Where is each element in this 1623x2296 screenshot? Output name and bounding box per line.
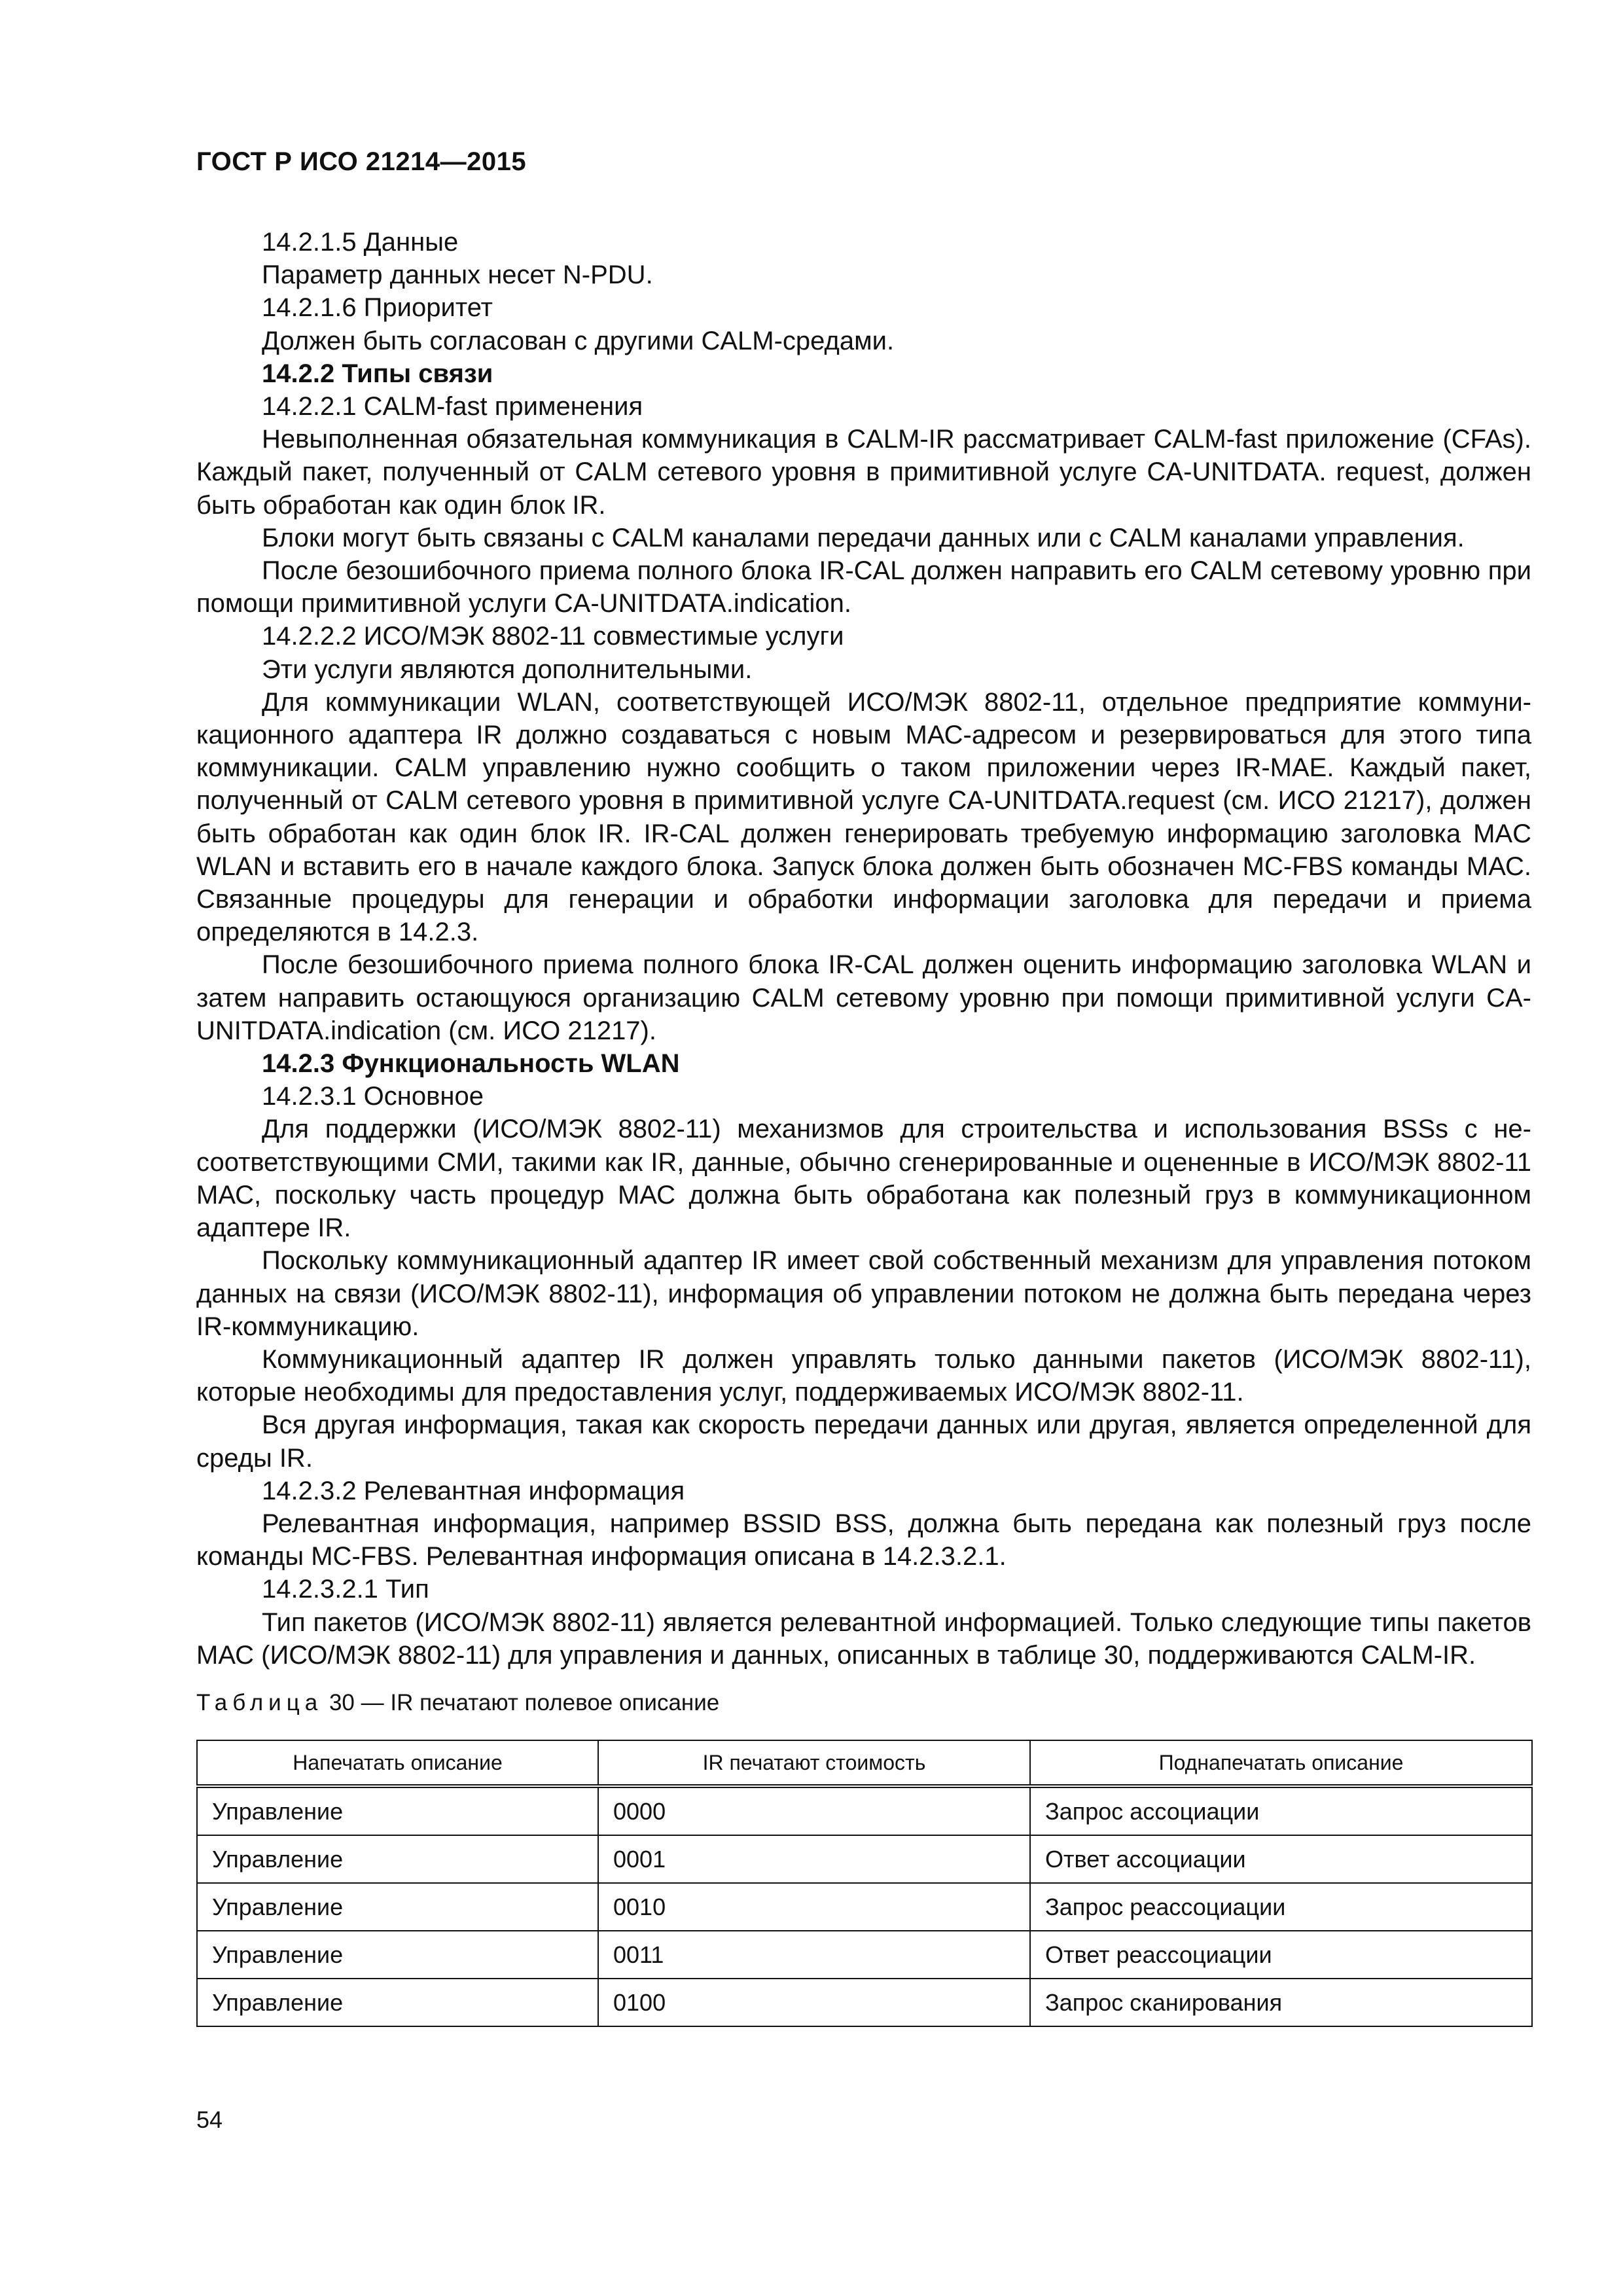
table-cell: Запрос ассоциации — [1030, 1786, 1532, 1835]
table-cell: Управление — [197, 1979, 598, 2026]
table-row — [197, 1883, 1532, 1931]
table-cell: Ответ ассоциации — [1030, 1835, 1532, 1883]
table-cell: Запрос реассоциации — [1030, 1883, 1532, 1931]
section-heading-bold: 14.2.2 Типы связи — [262, 359, 493, 388]
section-heading: 14.2.1.6 Приоритет — [262, 293, 493, 323]
table-header-row — [197, 1740, 1532, 1786]
table-row — [197, 1979, 1532, 2026]
standard-header: ГОСТ Р ИСО 21214—2015 — [196, 147, 527, 176]
paragraph: Тип пакетов (ИСО/МЭК 8802-11) является релевантной информацией. Только следующие типы пакетов МАС (ИСО/МЭК 8802-11) для управления и данных, описанных в таблице 30, поддерживаются CALM-IR. — [196, 1607, 1531, 1670]
paragraph: Эти услуги являются дополнительными. — [262, 655, 753, 684]
section-heading: 14.2.3.2.1 Тип — [262, 1575, 429, 1604]
table-cell: Ответ реассоциации — [1030, 1931, 1532, 1979]
table-row — [197, 1931, 1532, 1979]
table-cell: 0010 — [598, 1883, 1030, 1931]
table-cell: 0011 — [598, 1931, 1030, 1979]
table-cell: Управление — [197, 1786, 598, 1835]
paragraph: Для коммуникации WLAN, соответствующей ИСО/МЭК 8802-11, отдельное предприятие коммуникационного адаптера IR должно создаваться с новым МАС-адресом и резервироваться для этого типа коммуникации. CALM управлению нужно сообщить о таком приложении через IR-MAE. Каждый пакет, полученный от CALM сетевого уровня в примитивной услуге CA-UNITDATA.request (см. ИСО 21217), должен быть обработан как один блок IR. IR-CAL должен генерировать требуемую информацию заголовка MAC WLAN и вставить его в начале каждого блока. Запуск блока должен быть обозначен MC-FBS команды МАС. Связанные процедуры для генерации и обработки информации заголовка для передачи и приема определяются в 14.2.3. — [196, 687, 1531, 947]
table-caption-label: Таблица — [196, 1690, 323, 1715]
paragraph: Блоки могут быть связаны с CALM каналами передачи данных или с CALM каналами управления. — [262, 523, 1465, 552]
paragraph: Для поддержки (ИСО/МЭК 8802-11) механизмов для строительства и использования BSSs с несоответствующими СМИ, такими как IR, данные, обычно сгенерированные и оцененные в ИСО/МЭК 8802-11 МАС, поскольку часть процедур МАС должна быть обработана как полезный груз в коммуникационном адаптере IR. — [196, 1115, 1531, 1243]
section-heading: 14.2.3.1 Основное — [262, 1082, 484, 1111]
section-heading: 14.2.2.2 ИСО/МЭК 8802-11 совместимые услуги — [262, 622, 844, 651]
table-cell: 0001 — [598, 1835, 1030, 1883]
column-header: IR печатают стоимость — [598, 1740, 1030, 1786]
paragraph: Релевантная информация, например BSSID BSS, должна быть передана как полезный груз после команды MC-FBS. Релевантная информация описана в 14.2.3.2.1. — [196, 1509, 1531, 1571]
ir-type-table — [196, 1740, 1533, 2027]
table-cell: Управление — [197, 1931, 598, 1979]
paragraph: Параметр данных несет N-PDU. — [262, 260, 653, 290]
body-text — [196, 226, 1531, 1672]
paragraph: Невыполненная обязательная коммуникация в CALM-IR рассматривает CALM-fast приложение (CFAs). Каждый пакет, полученный от CALM сетевого уровня в примитивной услуге CA-UNITDATA. request, должен быть обработан как один блок IR. — [196, 425, 1531, 520]
page-number: 54 — [196, 2106, 223, 2133]
table-cell: Запрос сканирования — [1030, 1979, 1532, 2026]
paragraph: Коммуникационный адаптер IR должен управлять только данными пакетов (ИСО/МЭК 8802-11), которые необходимы для предоставления услуг, поддерживаемых ИСО/МЭК 8802-11. — [196, 1344, 1531, 1407]
table-cell: 0100 — [598, 1979, 1030, 2026]
table-caption-text: 30 — IR печатают полевое описание — [329, 1690, 720, 1715]
table-cell: 0000 — [598, 1786, 1030, 1835]
column-header: Напечатать описание — [197, 1740, 598, 1786]
table-caption — [196, 1690, 719, 1716]
table-cell: Управление — [197, 1883, 598, 1931]
paragraph: Вся другая информация, такая как скорость передачи данных или другая, является определенной для среды IR. — [196, 1410, 1531, 1473]
paragraph: Поскольку коммуникационный адаптер IR имеет свой собственный механизм для управления потоком данных на связи (ИСО/МЭК 8802-11), информация об управлении потоком не должна быть передана через IR-коммуникацию. — [196, 1246, 1531, 1341]
paragraph: После безошибочного приема полного блока IR-CAL должен оценить информацию заголовка WLAN и затем направить остающуюся организацию CALM сетевому уровню при помощи примитивной услуги CA-UNITDATA.indication (см. ИСО 21217). — [196, 950, 1531, 1045]
paragraph: Должен быть согласован с другими CALM-средами. — [262, 326, 895, 355]
paragraph: После безошибочного приема полного блока IR-CAL должен направить его CALM сетевому уровню при помощи примитивной услуги CA-UNITDATA.indication. — [196, 556, 1531, 619]
section-heading: 14.2.2.1 CALM-fast применения — [262, 392, 643, 422]
section-heading: 14.2.3.2 Релевантная информация — [262, 1476, 685, 1505]
table-row — [197, 1786, 1532, 1835]
table-cell: Управление — [197, 1835, 598, 1883]
section-heading-bold: 14.2.3 Функциональность WLAN — [262, 1049, 680, 1079]
table-row — [197, 1835, 1532, 1883]
section-heading: 14.2.1.5 Данные — [262, 228, 459, 257]
column-header: Поднапечатать описание — [1030, 1740, 1532, 1786]
